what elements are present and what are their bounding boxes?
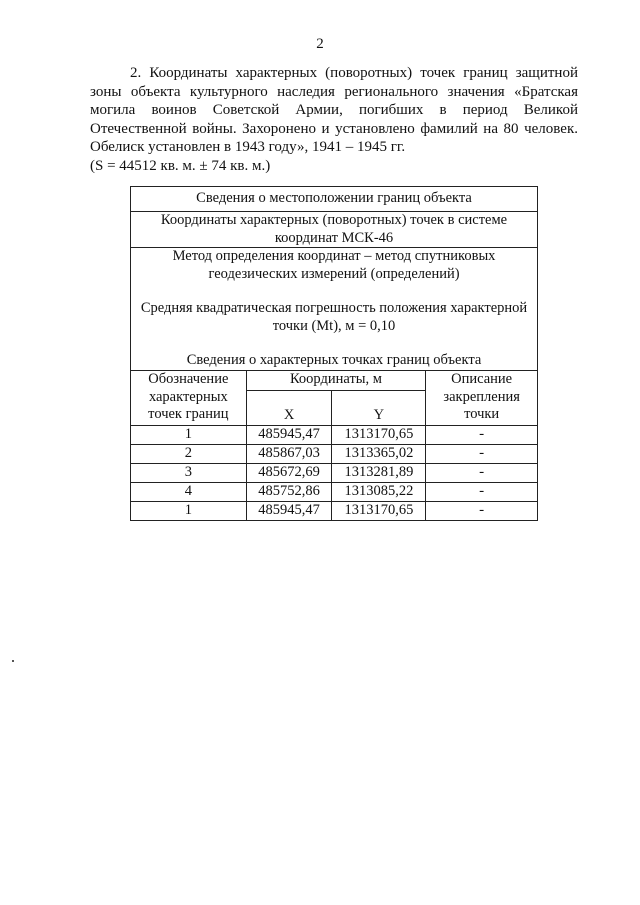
table-row bbox=[131, 463, 538, 482]
col-header-y: Y bbox=[332, 390, 426, 425]
cell-x: 485945,47 bbox=[246, 425, 332, 444]
method-text: Метод определения координат – метод спутниковых геодезических измерений (определений) bbox=[172, 248, 496, 282]
section-title: Сведения о местоположении границ объекта bbox=[131, 187, 538, 212]
col-header-description: Описание закрепления точки bbox=[426, 370, 538, 425]
cell-y: 1313085,22 bbox=[332, 482, 426, 501]
table-row bbox=[131, 501, 538, 520]
cell-description: - bbox=[426, 501, 538, 520]
intro-area: (S = 44512 кв. м. ± 74 кв. м.) bbox=[90, 157, 271, 174]
cell-y: 1313170,65 bbox=[332, 501, 426, 520]
coord-system-title: Координаты характерных (поворотных) точек в системе координат МСК-46 bbox=[131, 212, 538, 248]
cell-description: - bbox=[426, 482, 538, 501]
cell-y: 1313170,65 bbox=[332, 425, 426, 444]
intro-text: 2. Координаты характерных (поворотных) точек границ защитной зоны объекта культурного наследия регионального значения «Братская могила воинов Советской Армии, погибших в период Великой Отечественной войны. Захоронено и установлено фамилий на 80 человек. Обелиск установлен в 1943 году», 1941 – 1945 гг. bbox=[90, 65, 578, 155]
col-header-coordinates: Координаты, м bbox=[246, 370, 426, 390]
table-row bbox=[131, 482, 538, 501]
cell-y: 1313365,02 bbox=[332, 444, 426, 463]
table-row bbox=[131, 425, 538, 444]
cell-y: 1313281,89 bbox=[332, 463, 426, 482]
cell-x: 485752,86 bbox=[246, 482, 332, 501]
cell-description: - bbox=[426, 444, 538, 463]
method-block bbox=[131, 248, 538, 371]
boundary-table bbox=[130, 186, 538, 521]
table-row bbox=[131, 444, 538, 463]
intro-paragraph bbox=[90, 64, 578, 175]
scan-speck bbox=[12, 660, 14, 662]
cell-point: 2 bbox=[131, 444, 247, 463]
points-title: Сведения о характерных точках границ объекта bbox=[186, 352, 482, 368]
cell-point: 1 bbox=[131, 501, 247, 520]
col-header-designation: Обозначение характерных точек границ bbox=[131, 370, 247, 425]
page-number: 2 bbox=[316, 36, 324, 52]
col-header-x: X bbox=[246, 390, 332, 425]
cell-description: - bbox=[426, 463, 538, 482]
accuracy-text: Средняя квадратическая погрешность положения характерной точки (Mt), м = 0,10 bbox=[140, 300, 528, 334]
cell-x: 485945,47 bbox=[246, 501, 332, 520]
cell-x: 485867,03 bbox=[246, 444, 332, 463]
cell-x: 485672,69 bbox=[246, 463, 332, 482]
cell-point: 1 bbox=[131, 425, 247, 444]
cell-point: 4 bbox=[131, 482, 247, 501]
cell-description: - bbox=[426, 425, 538, 444]
cell-point: 3 bbox=[131, 463, 247, 482]
